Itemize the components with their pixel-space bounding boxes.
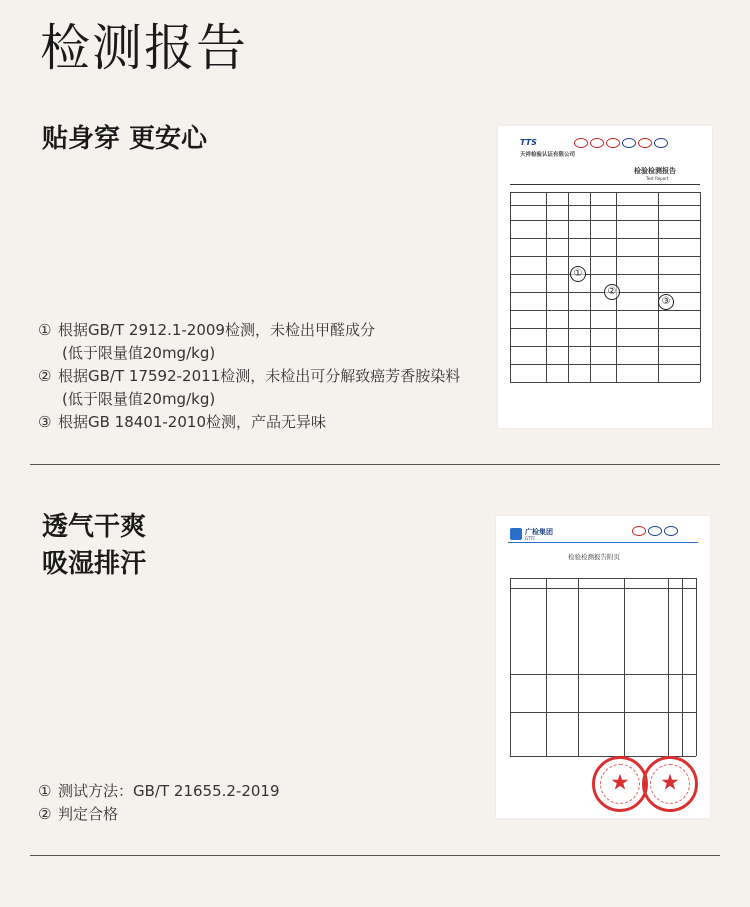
section2-heading-line1: 透气干爽	[42, 512, 147, 542]
section-divider	[30, 464, 720, 465]
official-stamp-icon: ★	[592, 756, 648, 812]
cert-seal-icon	[664, 526, 678, 536]
note-item: (低于限量值20mg/kg)	[62, 344, 216, 362]
header-rule	[508, 542, 698, 543]
note-item: ② 判定合格	[38, 805, 119, 823]
section2-heading-line2: 吸湿排汗	[42, 549, 147, 579]
tts-logo: TTS	[520, 138, 537, 147]
cert-seal-icon	[632, 526, 646, 536]
cert-seal-icon	[648, 526, 662, 536]
section1-notes	[38, 319, 460, 434]
gttc-logo-icon	[510, 528, 522, 540]
note-item: ① 测试方法：GB/T 21655.2-2019	[38, 782, 280, 800]
report-org-name: 天祥检验认证有限公司	[520, 152, 576, 158]
section1-heading: 贴身穿 更安心	[42, 124, 208, 154]
gttc-logo-sub: GTTC	[525, 536, 536, 541]
cert-seal-icon	[606, 138, 620, 148]
marker-1: ①	[570, 266, 586, 282]
cert-seal-icon	[622, 138, 636, 148]
cert-seal-icon	[590, 138, 604, 148]
report-title: 检验检测报告	[634, 167, 676, 175]
note-item: (低于限量值20mg/kg)	[62, 390, 216, 408]
cert-seal-icon	[574, 138, 588, 148]
test-report-image-1	[498, 126, 712, 428]
marker-2: ②	[604, 284, 620, 300]
cert-seal-icon	[654, 138, 668, 148]
note-item: ③ 根据GB 18401-2010检测，产品无异味	[38, 413, 326, 431]
test-report-image-2	[496, 516, 710, 818]
cert-seal-icon	[638, 138, 652, 148]
section2-notes	[38, 780, 280, 826]
gttc-logo: 广检集团	[525, 528, 553, 536]
report-subtitle: Test Report	[646, 176, 669, 181]
report-title: 检验检测报告附页	[568, 553, 620, 561]
marker-3: ③	[658, 294, 674, 310]
official-stamp-icon: ★	[642, 756, 698, 812]
note-item: ② 根据GB/T 17592-2011检测，未检出可分解致癌芳香胺染料	[38, 367, 461, 385]
note-item: ① 根据GB/T 2912.1-2009检测，未检出甲醛成分	[38, 321, 375, 339]
header-rule	[510, 184, 700, 185]
section-divider	[30, 855, 720, 856]
page-title: 检测报告	[40, 19, 248, 77]
